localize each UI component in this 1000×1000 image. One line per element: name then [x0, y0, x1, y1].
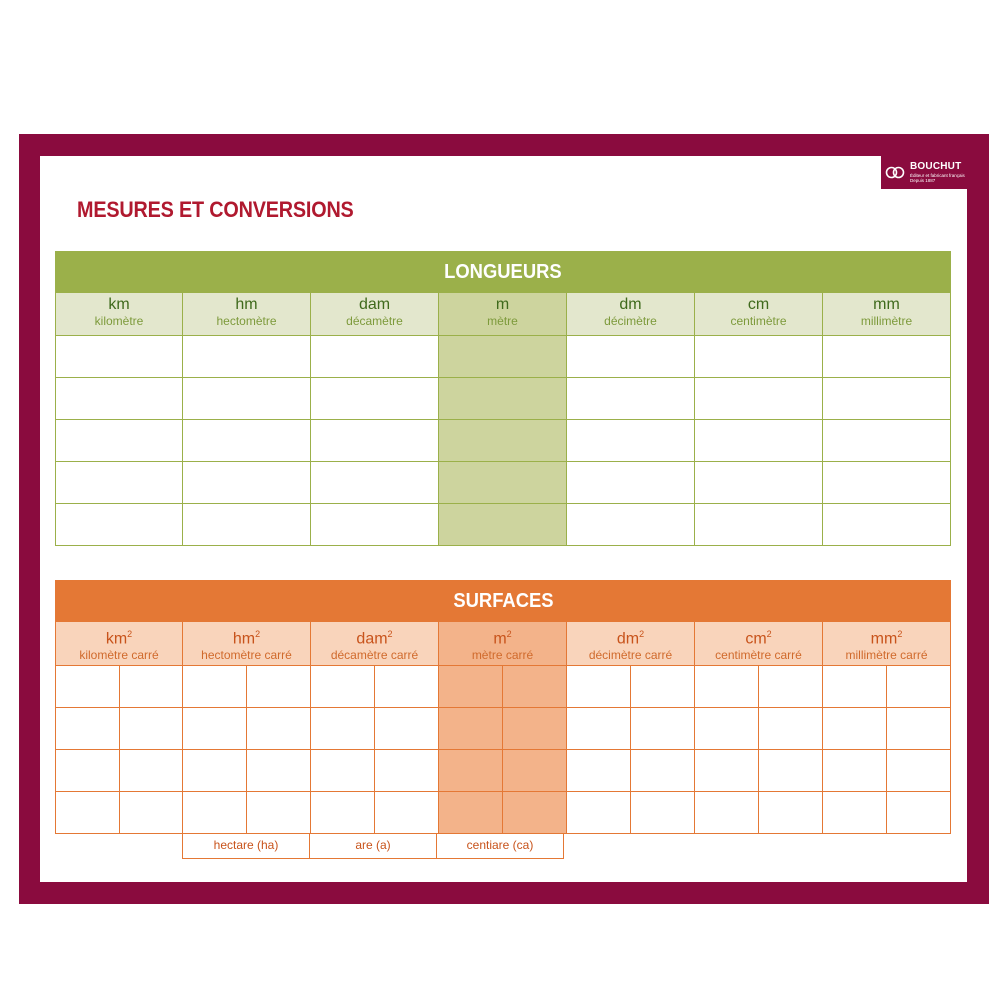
- lengths-write-cell[interactable]: [311, 378, 439, 420]
- unit-name: décamètre: [346, 314, 403, 328]
- surfaces-table-row: [55, 666, 951, 708]
- unit-symbol: [311, 625, 438, 648]
- surfaces-digit-cell[interactable]: [631, 666, 694, 707]
- lengths-write-cell[interactable]: [439, 336, 567, 378]
- unit-name: décamètre carré: [330, 648, 419, 663]
- surfaces-digit-cell[interactable]: [56, 708, 120, 749]
- surfaces-footer-label: hectare (ha): [182, 834, 310, 859]
- surfaces-unit-cell: [823, 750, 951, 792]
- unit-name: hectomètre: [216, 314, 277, 328]
- lengths-table-row: [55, 462, 951, 504]
- unit-symbol: km: [108, 296, 130, 313]
- unit-symbol: [823, 625, 950, 648]
- lengths-write-cell[interactable]: [823, 378, 951, 420]
- lengths-write-cell[interactable]: [695, 378, 823, 420]
- surfaces-digit-cell[interactable]: [120, 666, 183, 707]
- unit-name: centimètre carré: [715, 648, 802, 663]
- surfaces-digit-cell[interactable]: [503, 666, 566, 707]
- unit-name: hectomètre carré: [201, 648, 292, 663]
- surfaces-unit-cell: [439, 666, 567, 708]
- surfaces-unit-header: [183, 622, 311, 666]
- unit-symbol: [56, 625, 182, 648]
- lengths-write-cell[interactable]: [439, 462, 567, 504]
- surfaces-digit-cell[interactable]: [695, 666, 759, 707]
- surfaces-unit-cell: [311, 750, 439, 792]
- surfaces-digit-cell[interactable]: [311, 750, 375, 791]
- unit-symbol-base: hm: [232, 630, 256, 648]
- surfaces-digit-cell[interactable]: [567, 708, 631, 749]
- lengths-write-cell[interactable]: [567, 420, 695, 462]
- surfaces-digit-cell[interactable]: [823, 750, 887, 791]
- surfaces-digit-cell[interactable]: [375, 792, 438, 833]
- unit-exponent: 2: [766, 629, 772, 639]
- unit-exponent: 2: [506, 629, 512, 639]
- unit-name: millimètre: [860, 314, 913, 328]
- unit-symbol: m: [495, 296, 510, 313]
- surfaces-digit-cell[interactable]: [183, 666, 247, 707]
- unit-exponent: 2: [387, 629, 393, 639]
- surfaces-unit-cell: [311, 792, 439, 834]
- brand-name: BOUCHUT: [910, 161, 962, 172]
- brand-tagline: Éditeur et fabricant français Depuis 1887: [910, 173, 965, 183]
- surfaces-unit-cell: [311, 666, 439, 708]
- lengths-write-cell[interactable]: [183, 336, 311, 378]
- surfaces-digit-cell[interactable]: [695, 708, 759, 749]
- surfaces-digit-cell[interactable]: [567, 750, 631, 791]
- lengths-table-row: [55, 420, 951, 462]
- lengths-write-cell[interactable]: [567, 378, 695, 420]
- board-frame: [19, 134, 989, 904]
- surfaces-digit-cell[interactable]: [695, 750, 759, 791]
- unit-name: millimètre carré: [845, 648, 928, 663]
- unit-exponent: 2: [127, 629, 133, 639]
- lengths-write-cell[interactable]: [183, 378, 311, 420]
- surfaces-unit-header: [823, 622, 951, 666]
- surfaces-digit-cell[interactable]: [183, 708, 247, 749]
- surfaces-digit-cell[interactable]: [887, 792, 950, 833]
- unit-name: centimètre: [730, 314, 787, 328]
- lengths-unit-header: [55, 293, 183, 336]
- unit-symbol-base: mm: [870, 630, 898, 648]
- surfaces-header-row: [55, 622, 951, 666]
- surfaces-digit-cell[interactable]: [311, 708, 375, 749]
- brand-mark-icon: [885, 164, 905, 181]
- surfaces-digit-cell[interactable]: [631, 792, 694, 833]
- lengths-heading: LONGUEURS: [444, 260, 562, 283]
- surfaces-unit-cell: [567, 750, 695, 792]
- lengths-write-cell[interactable]: [439, 420, 567, 462]
- surfaces-unit-cell: [183, 750, 311, 792]
- surfaces-unit-header: [55, 622, 183, 666]
- unit-exponent: 2: [639, 629, 645, 639]
- surfaces-digit-cell[interactable]: [567, 666, 631, 707]
- lengths-write-cell[interactable]: [823, 462, 951, 504]
- lengths-write-cell[interactable]: [311, 336, 439, 378]
- surfaces-digit-cell[interactable]: [631, 750, 694, 791]
- surfaces-digit-cell[interactable]: [567, 792, 631, 833]
- lengths-write-cell[interactable]: [567, 462, 695, 504]
- surfaces-unit-cell: [823, 666, 951, 708]
- surfaces-unit-cell: [55, 750, 183, 792]
- lengths-unit-header: [567, 293, 695, 336]
- surfaces-digit-cell[interactable]: [183, 750, 247, 791]
- unit-name: décimètre: [604, 314, 657, 328]
- surfaces-table-row: [55, 708, 951, 750]
- unit-symbol-base: dm: [616, 630, 640, 648]
- surfaces-digit-cell[interactable]: [56, 792, 120, 833]
- surfaces-digit-cell[interactable]: [183, 792, 247, 833]
- surfaces-digit-cell[interactable]: [120, 792, 183, 833]
- lengths-unit-header: [183, 293, 311, 336]
- brand-logo: [881, 156, 967, 189]
- surfaces-digit-cell[interactable]: [759, 708, 822, 749]
- lengths-write-cell[interactable]: [695, 504, 823, 546]
- lengths-write-cell[interactable]: [695, 420, 823, 462]
- surfaces-unit-cell: [567, 708, 695, 750]
- unit-symbol-base: m: [493, 630, 507, 648]
- unit-symbol: dm: [619, 296, 642, 313]
- surfaces-digit-cell[interactable]: [759, 666, 822, 707]
- surfaces-digit-cell[interactable]: [311, 792, 375, 833]
- lengths-write-cell[interactable]: [567, 504, 695, 546]
- surfaces-unit-cell: [695, 792, 823, 834]
- surfaces-digit-cell[interactable]: [120, 708, 183, 749]
- surfaces-digit-cell[interactable]: [56, 666, 120, 707]
- lengths-write-cell[interactable]: [55, 462, 183, 504]
- surfaces-unit-cell: [183, 708, 311, 750]
- lengths-unit-header: [439, 293, 567, 336]
- surfaces-unit-cell: [183, 666, 311, 708]
- lengths-write-cell[interactable]: [823, 420, 951, 462]
- surfaces-unit-header: [695, 622, 823, 666]
- surfaces-digit-cell[interactable]: [631, 708, 694, 749]
- lengths-heading-band: [55, 251, 951, 293]
- lengths-write-cell[interactable]: [695, 336, 823, 378]
- surfaces-digit-cell[interactable]: [503, 708, 566, 749]
- surfaces-unit-cell: [55, 666, 183, 708]
- surfaces-digit-cell[interactable]: [247, 666, 310, 707]
- surfaces-digit-cell[interactable]: [247, 750, 310, 791]
- lengths-write-cell[interactable]: [695, 462, 823, 504]
- lengths-write-cell[interactable]: [567, 336, 695, 378]
- surfaces-unit-cell: [55, 792, 183, 834]
- unit-symbol: [567, 625, 694, 648]
- unit-symbol-base: dam: [356, 630, 388, 648]
- surfaces-heading: SURFACES: [452, 589, 554, 612]
- surfaces-footer-row: [55, 834, 951, 859]
- surfaces-unit-cell: [567, 666, 695, 708]
- lengths-write-cell[interactable]: [55, 336, 183, 378]
- lengths-header-row: [55, 293, 951, 336]
- page-title: MESURES ET CONVERSIONS: [77, 197, 354, 222]
- surfaces-footer-spacer: [820, 834, 948, 859]
- surfaces-digit-cell[interactable]: [247, 708, 310, 749]
- surfaces-unit-cell: [183, 792, 311, 834]
- unit-name: mètre: [487, 314, 518, 328]
- lengths-unit-header: [823, 293, 951, 336]
- surfaces-unit-cell: [439, 792, 567, 834]
- surfaces-footer-spacer: [564, 834, 692, 859]
- surfaces-digit-cell[interactable]: [887, 666, 950, 707]
- unit-symbol: [439, 625, 566, 648]
- lengths-write-cell[interactable]: [823, 504, 951, 546]
- unit-symbol: [183, 625, 310, 648]
- surfaces-digit-cell[interactable]: [439, 750, 503, 791]
- unit-exponent: 2: [255, 629, 261, 639]
- surfaces-digit-cell[interactable]: [887, 708, 950, 749]
- lengths-write-cell[interactable]: [311, 420, 439, 462]
- lengths-write-cell[interactable]: [183, 420, 311, 462]
- surfaces-digit-cell[interactable]: [120, 750, 183, 791]
- lengths-table-row: [55, 504, 951, 546]
- surfaces-grid: [55, 666, 951, 834]
- surfaces-digit-cell[interactable]: [823, 792, 887, 833]
- board-sheet: [40, 156, 967, 882]
- lengths-table-row: [55, 336, 951, 378]
- surfaces-unit-header: [567, 622, 695, 666]
- surfaces-unit-header: [311, 622, 439, 666]
- surfaces-unit-cell: [823, 708, 951, 750]
- surfaces-digit-cell[interactable]: [503, 792, 566, 833]
- unit-symbol-base: cm: [745, 630, 767, 648]
- surfaces-digit-cell[interactable]: [759, 750, 822, 791]
- surfaces-footer-label: centiare (ca): [436, 834, 564, 859]
- surfaces-digit-cell[interactable]: [375, 666, 438, 707]
- lengths-write-cell[interactable]: [311, 504, 439, 546]
- unit-symbol: cm: [747, 296, 770, 313]
- surfaces-footer-spacer: [692, 834, 820, 859]
- unit-symbol: hm: [235, 296, 258, 313]
- lengths-write-cell[interactable]: [823, 336, 951, 378]
- lengths-unit-header: [311, 293, 439, 336]
- surfaces-unit-cell: [311, 708, 439, 750]
- surfaces-digit-cell[interactable]: [375, 750, 438, 791]
- unit-name: décimètre carré: [588, 648, 673, 663]
- surfaces-digit-cell[interactable]: [439, 792, 503, 833]
- surfaces-digit-cell[interactable]: [311, 666, 375, 707]
- surfaces-unit-cell: [823, 792, 951, 834]
- surfaces-heading-band: [55, 580, 951, 622]
- surfaces-digit-cell[interactable]: [503, 750, 566, 791]
- lengths-write-cell[interactable]: [55, 378, 183, 420]
- lengths-grid: [55, 336, 951, 546]
- unit-symbol: mm: [873, 296, 900, 313]
- surfaces-unit-cell: [695, 750, 823, 792]
- unit-symbol-base: km: [105, 630, 128, 648]
- surfaces-unit-cell: [439, 750, 567, 792]
- surfaces-digit-cell[interactable]: [759, 792, 822, 833]
- surfaces-footer-spacer: [55, 834, 183, 859]
- lengths-unit-header: [695, 293, 823, 336]
- lengths-write-cell[interactable]: [439, 378, 567, 420]
- surfaces-digit-cell[interactable]: [56, 750, 120, 791]
- surfaces-unit-cell: [567, 792, 695, 834]
- lengths-table-row: [55, 378, 951, 420]
- unit-name: kilomètre carré: [79, 648, 159, 663]
- surfaces-digit-cell[interactable]: [695, 792, 759, 833]
- surfaces-unit-header: [439, 622, 567, 666]
- unit-symbol: [695, 625, 822, 648]
- surfaces-unit-cell: [695, 708, 823, 750]
- surfaces-digit-cell[interactable]: [823, 708, 887, 749]
- surfaces-digit-cell[interactable]: [247, 792, 310, 833]
- surfaces-table-row: [55, 792, 951, 834]
- surfaces-footer-label: are (a): [309, 834, 437, 859]
- lengths-write-cell[interactable]: [439, 504, 567, 546]
- unit-symbol: dam: [358, 296, 391, 313]
- unit-exponent: 2: [897, 629, 903, 639]
- surfaces-digit-cell[interactable]: [439, 708, 503, 749]
- surfaces-table-row: [55, 750, 951, 792]
- surfaces-digit-cell[interactable]: [375, 708, 438, 749]
- surfaces-digit-cell[interactable]: [439, 666, 503, 707]
- surfaces-unit-cell: [439, 708, 567, 750]
- surfaces-digit-cell[interactable]: [887, 750, 950, 791]
- unit-name: kilomètre: [94, 314, 144, 328]
- lengths-write-cell[interactable]: [55, 420, 183, 462]
- surfaces-unit-cell: [55, 708, 183, 750]
- surfaces-unit-cell: [695, 666, 823, 708]
- lengths-write-cell[interactable]: [311, 462, 439, 504]
- surfaces-digit-cell[interactable]: [823, 666, 887, 707]
- lengths-write-cell[interactable]: [55, 504, 183, 546]
- lengths-write-cell[interactable]: [183, 462, 311, 504]
- lengths-write-cell[interactable]: [183, 504, 311, 546]
- unit-name: mètre carré: [471, 648, 534, 663]
